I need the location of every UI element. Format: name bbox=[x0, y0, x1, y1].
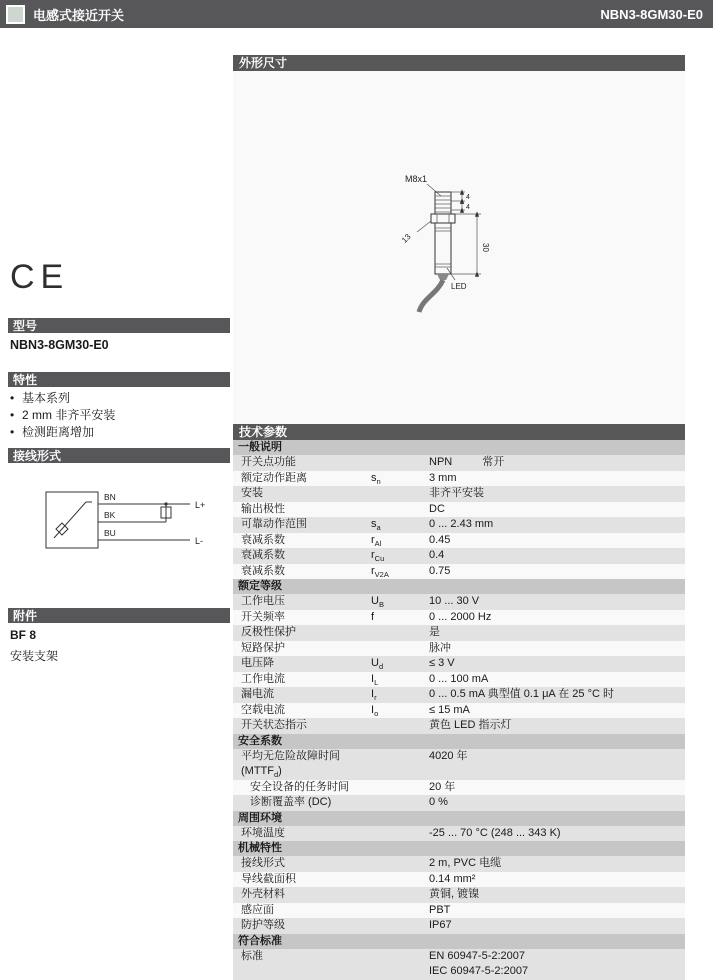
dim-label-a: 4 bbox=[466, 194, 470, 201]
spec-label: 工作电流 bbox=[241, 672, 285, 685]
section-header-model: 型号 bbox=[8, 318, 230, 333]
spec-row bbox=[233, 795, 685, 811]
cable bbox=[419, 280, 443, 312]
spec-symbol: $r_{V2A}$ bbox=[371, 564, 389, 579]
section-header-dimensions: 外形尺寸 bbox=[233, 55, 685, 71]
spec-label: 开关点功能 bbox=[241, 456, 296, 468]
spec-value-secondary: 常开 bbox=[482, 456, 505, 468]
spec-row bbox=[233, 533, 685, 549]
spec-symbol: f bbox=[371, 610, 375, 623]
spec-label: 输出极性 bbox=[241, 502, 285, 515]
spec-row bbox=[233, 641, 685, 657]
spec-label: 安装 bbox=[241, 487, 263, 499]
spec-value: NPN 常开 bbox=[429, 456, 505, 468]
spec-label: 接线形式 bbox=[241, 857, 285, 869]
spec-value: 脉冲 bbox=[429, 641, 451, 654]
spec-label: 开关状态指示 bbox=[241, 719, 307, 731]
spec-row bbox=[233, 749, 685, 780]
hex-nut bbox=[431, 214, 455, 223]
spec-value: 4020 年 bbox=[429, 749, 468, 762]
wire-label-bn: BN bbox=[104, 492, 116, 502]
spec-section-header: 安全系数 bbox=[233, 734, 685, 749]
spec-row bbox=[233, 718, 685, 734]
spec-value: 0 ... 0.5 mA 典型值 0.1 μA 在 25 °C 时 bbox=[429, 688, 614, 700]
spec-label: 衰减系数 bbox=[241, 549, 285, 561]
header-bar bbox=[0, 0, 713, 28]
spec-value: IP67 bbox=[429, 919, 452, 931]
spec-symbol: $U_d$ bbox=[371, 657, 384, 672]
terminal-label-lplus: L+ bbox=[195, 500, 206, 510]
spec-value: 黄色 LED 指示灯 bbox=[429, 719, 512, 731]
spec-value: PBT bbox=[429, 903, 451, 916]
spec-value: 黄铜, 镀镍 bbox=[429, 888, 480, 900]
spec-value: EN 60947-5-2:2007 IEC 60947-5-2:2007 bbox=[429, 949, 529, 977]
spec-value: 0.75 bbox=[429, 564, 451, 577]
spec-value: 20 年 bbox=[429, 780, 456, 793]
accessory-name: BF 8 bbox=[10, 628, 37, 642]
spec-label: 衰减系数 bbox=[241, 533, 285, 546]
section-header-connection: 接线形式 bbox=[8, 448, 230, 463]
spec-label: 防护等级 bbox=[241, 919, 285, 931]
header-model-number: NBN3-8GM30-E0 bbox=[600, 6, 703, 22]
spec-row bbox=[233, 656, 685, 672]
spec-label: 外壳材料 bbox=[241, 888, 285, 900]
spec-value: 非齐平安装 bbox=[429, 487, 484, 499]
spec-row bbox=[233, 672, 685, 688]
spec-symbol: $I_o$ bbox=[371, 703, 379, 718]
spec-value: 0 ... 2.43 mm bbox=[429, 518, 494, 530]
spec-row bbox=[233, 455, 685, 471]
spec-value: ≤ 3 V bbox=[429, 657, 455, 669]
spec-row bbox=[233, 610, 685, 626]
spec-label: 诊断覆盖率 (DC) bbox=[250, 796, 332, 808]
section-header-accessories: 附件 bbox=[8, 608, 230, 623]
wire-label-bu: BU bbox=[104, 528, 116, 538]
spec-row bbox=[233, 517, 685, 533]
spec-label: 额定动作距离 bbox=[241, 471, 307, 484]
spec-symbol: $I_r$ bbox=[371, 688, 377, 703]
spec-label: 电压降 bbox=[241, 657, 274, 669]
spec-row bbox=[233, 918, 685, 934]
wrench-size-label: 13 bbox=[399, 232, 413, 245]
junction-dot bbox=[164, 502, 167, 505]
feature-item: • 基本系列 bbox=[10, 390, 228, 407]
spec-label: 平均无危险故障时间 $(MTTF_d)$ bbox=[241, 749, 340, 780]
header-product-type: 电感式接近开关 bbox=[33, 7, 125, 23]
spec-label: 环境温度 bbox=[241, 826, 285, 839]
spec-row bbox=[233, 780, 685, 796]
sensor-symbol-diagonal bbox=[54, 502, 86, 538]
spec-label: 安全设备的任务时间 bbox=[250, 780, 349, 793]
spec-section-header: 周围环境 bbox=[233, 811, 685, 826]
ce-mark: CE bbox=[10, 258, 70, 296]
spec-value: ≤ 15 mA bbox=[429, 703, 470, 716]
spec-row bbox=[233, 548, 685, 564]
sensor-body bbox=[435, 223, 451, 274]
spec-value: 0.4 bbox=[429, 549, 445, 561]
spec-value: 2 m, PVC 电缆 bbox=[429, 857, 502, 869]
spec-value: -25 ... 70 °C (248 ... 343 K) bbox=[429, 826, 561, 839]
spec-symbol: $I_L$ bbox=[371, 672, 379, 687]
spec-label: 导线截面积 bbox=[241, 872, 296, 885]
spec-symbol: $s_a$ bbox=[371, 518, 381, 533]
spec-row bbox=[233, 594, 685, 610]
spec-value: 0.14 mm² bbox=[429, 872, 476, 885]
spec-row bbox=[233, 564, 685, 580]
section-header-features: 特性 bbox=[8, 372, 230, 387]
spec-row bbox=[233, 856, 685, 872]
spec-row bbox=[233, 625, 685, 641]
spec-row bbox=[233, 687, 685, 703]
spec-row bbox=[233, 949, 685, 980]
led-label: LED bbox=[451, 282, 467, 291]
spec-label: 漏电流 bbox=[241, 688, 274, 700]
spec-section-header: 一般说明 bbox=[233, 440, 685, 455]
thread-leader bbox=[427, 184, 441, 196]
wiring-diagram bbox=[40, 478, 230, 578]
section-header-tech: 技术参数 bbox=[233, 424, 685, 440]
dimension-drawing bbox=[355, 168, 535, 328]
spec-section-header: 额定等级 bbox=[233, 579, 685, 594]
spec-label: 开关频率 bbox=[241, 610, 285, 623]
spec-row bbox=[233, 502, 685, 518]
spec-value: 是 bbox=[429, 626, 440, 638]
wire-label-bk: BK bbox=[104, 510, 116, 520]
spec-value: DC bbox=[429, 502, 445, 515]
spec-label: 衰减系数 bbox=[241, 564, 285, 577]
thread-section bbox=[435, 192, 451, 214]
spec-label: 短路保护 bbox=[241, 641, 285, 654]
spec-symbol: $r_{Cu}$ bbox=[371, 549, 385, 564]
body-length-label: 30 bbox=[481, 243, 490, 252]
spec-label: 感应面 bbox=[241, 903, 274, 916]
spec-row bbox=[233, 703, 685, 719]
spec-value: 10 ... 30 V bbox=[429, 595, 480, 607]
brand-logo-icon bbox=[6, 5, 25, 24]
terminal-label-lminus: L- bbox=[195, 536, 204, 546]
thread-label: M8x1 bbox=[405, 174, 428, 184]
sensor-box bbox=[46, 492, 98, 548]
spec-section-header: 符合标准 bbox=[233, 934, 685, 949]
tech-table bbox=[233, 440, 685, 980]
dim-label-b: 4 bbox=[466, 204, 470, 211]
spec-label: 空载电流 bbox=[241, 703, 285, 716]
spec-row bbox=[233, 903, 685, 919]
spec-row bbox=[233, 486, 685, 502]
spec-symbol: $U_B$ bbox=[371, 595, 384, 610]
spec-symbol: $r_{Al}$ bbox=[371, 533, 382, 548]
spec-label: 工作电压 bbox=[241, 595, 285, 607]
model-name: NBN3-8GM30-E0 bbox=[10, 338, 109, 352]
spec-value: 0 ... 100 mA bbox=[429, 672, 489, 685]
spec-label: 可靠动作范围 bbox=[241, 518, 307, 530]
features-list bbox=[10, 390, 228, 441]
accessory-description: 安装支架 bbox=[10, 649, 59, 663]
spec-value: 0 ... 2000 Hz bbox=[429, 610, 492, 623]
spec-value: 0 % bbox=[429, 796, 448, 808]
spec-section-header: 机械特性 bbox=[233, 841, 685, 856]
spec-value: 3 mm bbox=[429, 471, 457, 484]
spec-value: 0.45 bbox=[429, 533, 451, 546]
spec-row bbox=[233, 872, 685, 888]
feature-item: • 检测距离增加 bbox=[10, 424, 228, 441]
spec-row bbox=[233, 887, 685, 903]
cable-gland bbox=[437, 274, 449, 280]
spec-symbol: $s_n$ bbox=[371, 471, 381, 486]
spec-row bbox=[233, 826, 685, 842]
feature-item: • 2 mm 非齐平安装 bbox=[10, 407, 228, 424]
spec-label: 反极性保护 bbox=[241, 626, 296, 638]
spec-row bbox=[233, 471, 685, 487]
spec-label: 标准 bbox=[241, 949, 263, 962]
